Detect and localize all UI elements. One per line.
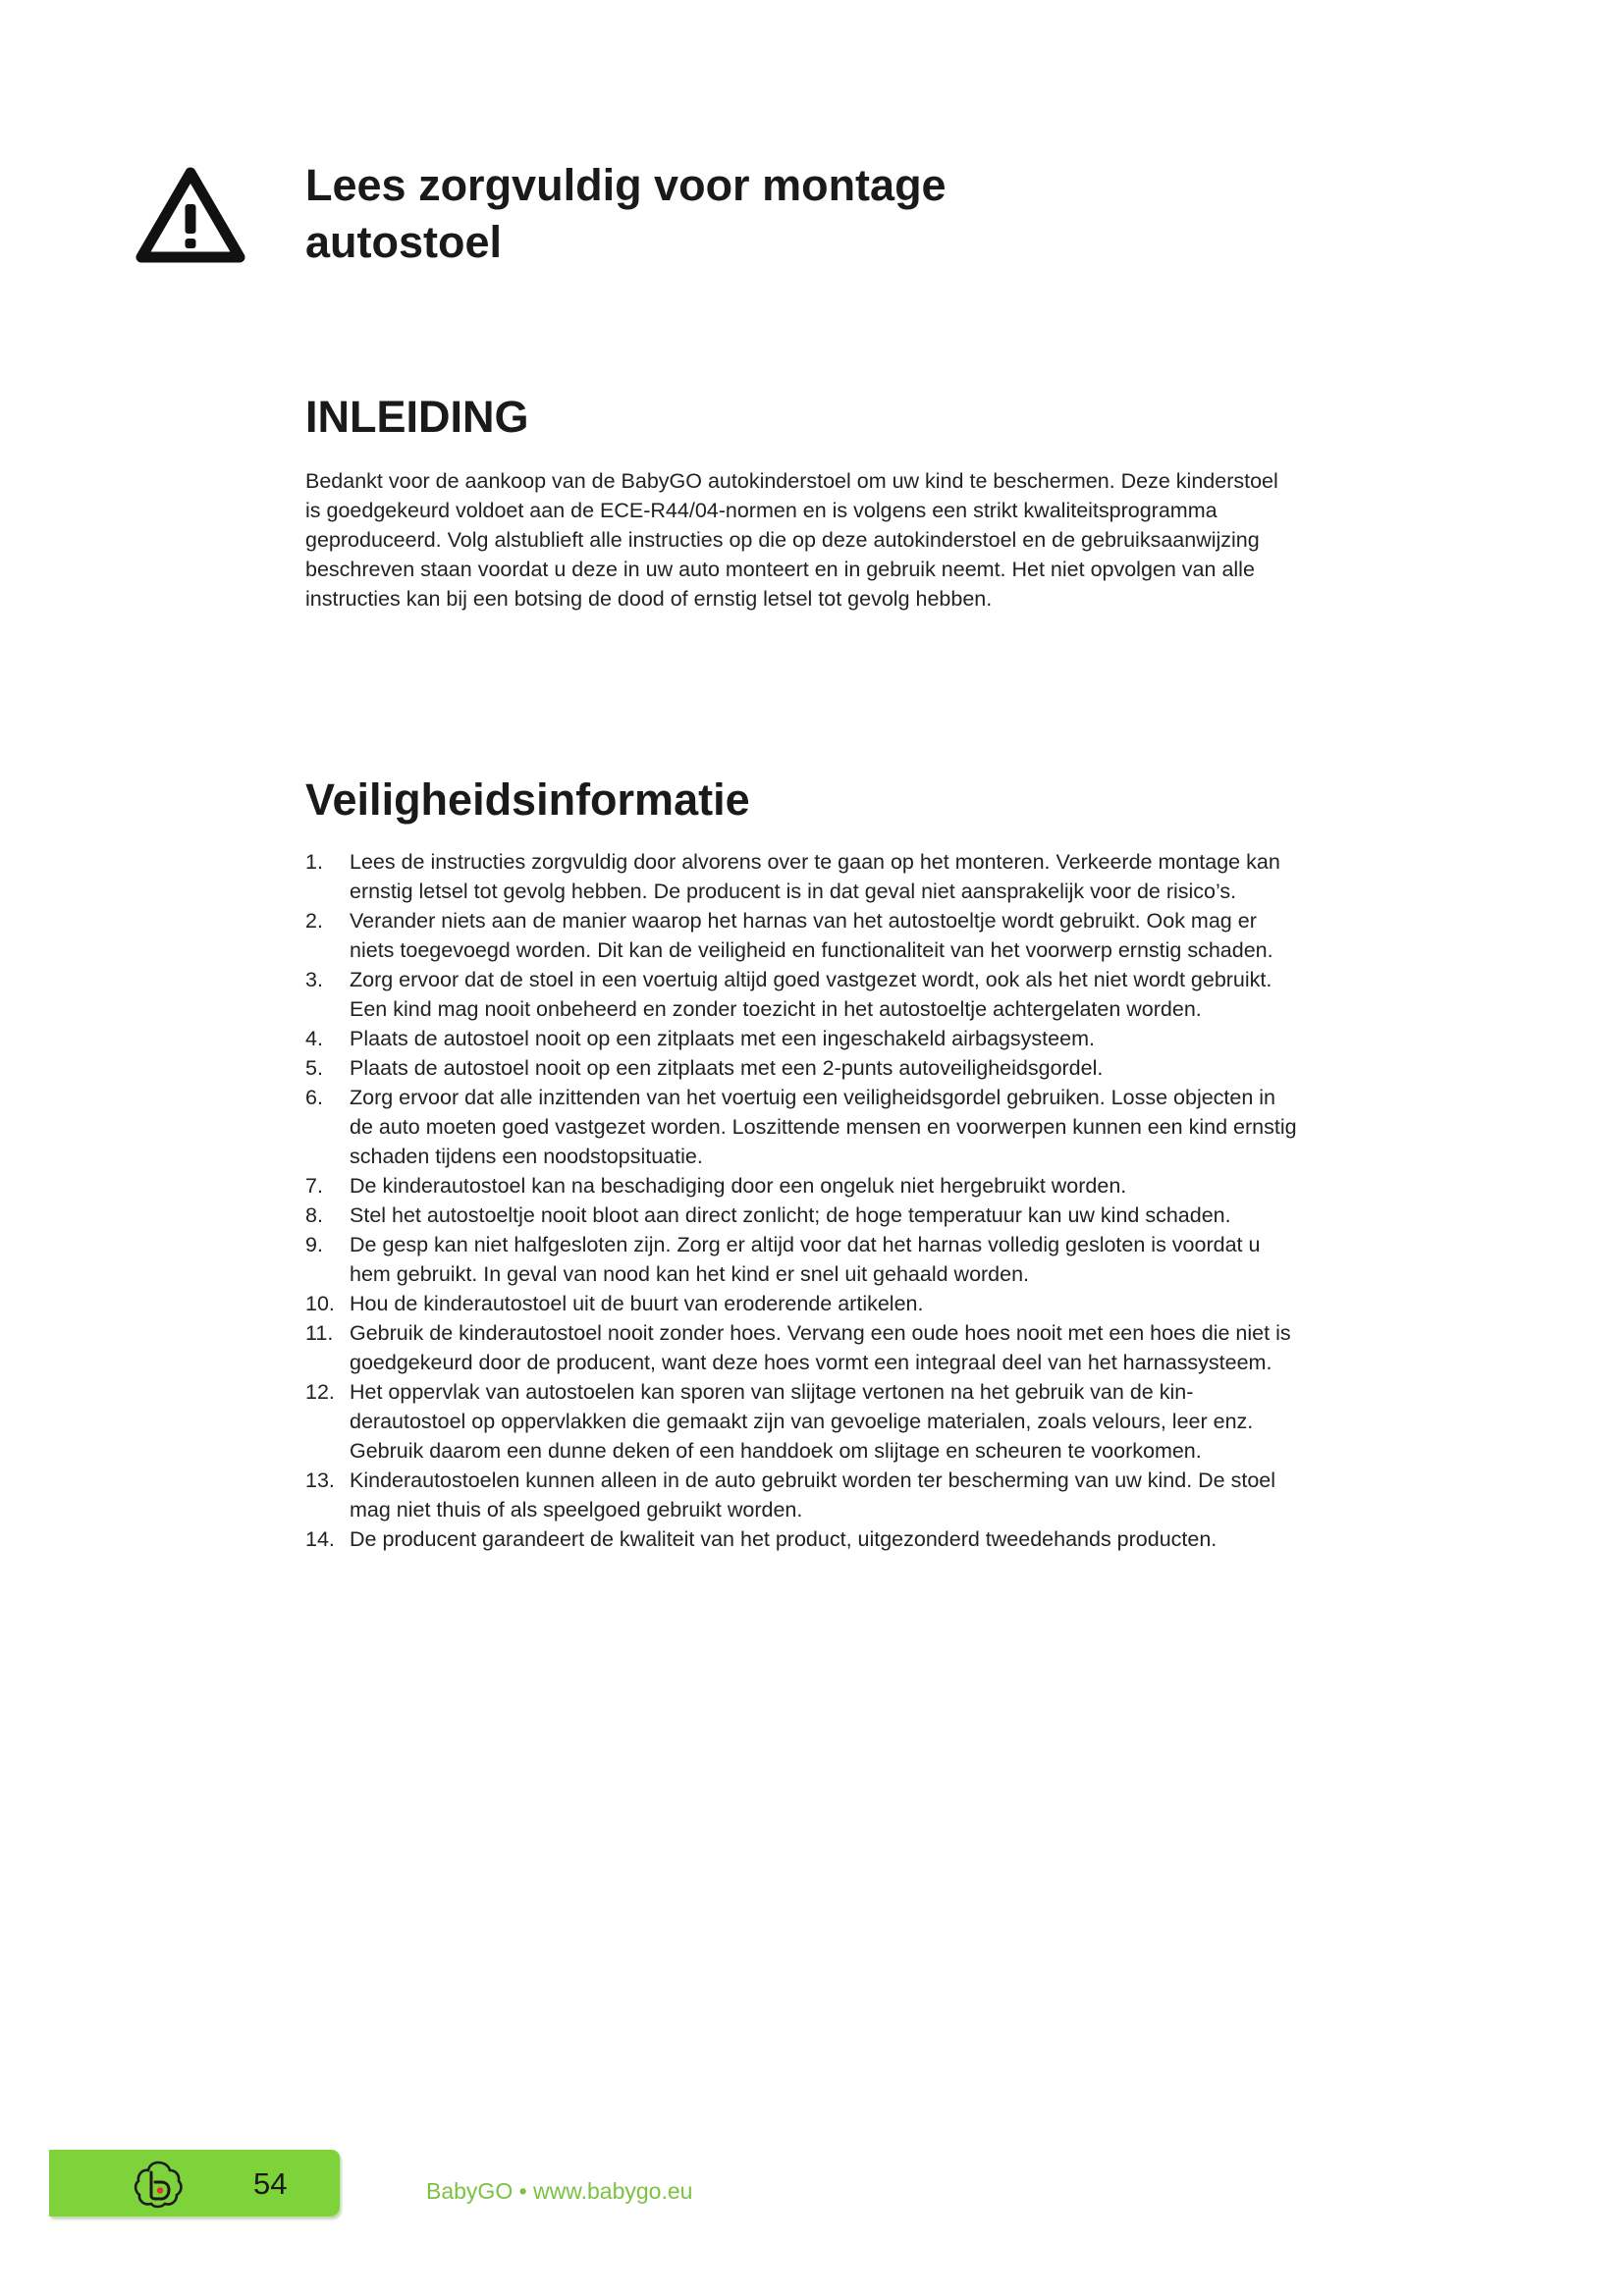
safety-item-number: 1. (305, 850, 323, 874)
safety-item-number: 13. (305, 1468, 335, 1492)
footer-brand-link: BabyGO • www.babygo.eu (426, 2178, 693, 2204)
page-number: 54 (253, 2166, 288, 2201)
safety-item-text: De gesp kan niet halfgesloten zijn. Zorg er altijd voor dat het harnas volledig gesloten is voordat u hem gebruikt. In geval van nood kan het kind er snel uit gehaald worden. (350, 1233, 1261, 1286)
safety-item (305, 1024, 1297, 1053)
safety-list (305, 847, 1297, 1554)
page-title-line-2: autostoel (305, 217, 503, 267)
safety-item-text: Het oppervlak van autostoelen kan sporen van slijtage vertonen na het gebruik van de kinderautostoel op oppervlakken die gemaakt zijn van gevoelige materialen, zoals velours, leer enz. Gebruik daarom een dunne deken of een handdoek om slijtage en scheuren te voorkomen. (350, 1380, 1254, 1463)
safety-section (305, 771, 1297, 1554)
safety-item-number: 6. (305, 1086, 323, 1109)
safety-item-text: De producent garandeert de kwaliteit van het product, uitgezonderd tweedehands producten. (350, 1527, 1218, 1551)
warning-triangle-icon (135, 167, 245, 265)
safety-item (305, 1289, 1297, 1318)
safety-item-text: Plaats de autostoel nooit op een zitplaats met een ingeschakeld airbagsysteem. (350, 1027, 1095, 1050)
safety-item-number: 9. (305, 1233, 323, 1256)
safety-item (305, 1171, 1297, 1201)
safety-item-number: 5. (305, 1056, 323, 1080)
safety-item-text: Verander niets aan de manier waarop het harnas van het autostoeltje wordt gebruikt. Ook mag er niets toegevoegd worden. Dit kan de veiligheid en functionaliteit van het voorwerp ernstig schaden. (350, 909, 1273, 962)
safety-item-text: Plaats de autostoel nooit op een zitplaats met een 2-punts autoveiligheidsgordel. (350, 1056, 1104, 1080)
intro-heading: INLEIDING (305, 392, 529, 442)
safety-item (305, 965, 1297, 1024)
safety-item (305, 1230, 1297, 1289)
safety-item-number: 12. (305, 1380, 335, 1404)
safety-item-number: 14. (305, 1527, 335, 1551)
safety-item-text: De kinderautostoel kan na beschadiging door een ongeluk niet hergebruikt worden. (350, 1174, 1127, 1198)
safety-item (305, 1053, 1297, 1083)
safety-item (305, 906, 1297, 965)
safety-item-text: Zorg ervoor dat alle inzittenden van het voertuig een veiligheidsgordel gebruiken. Losse objecten in de auto moeten goed vastgezet worden. Loszittende mensen en voorwerpen kunnen een kind ernstig schaden tijdens een noodstopsituatie. (350, 1086, 1297, 1168)
safety-item-number: 11. (305, 1321, 334, 1345)
safety-heading: Veiligheidsinformatie (305, 774, 750, 825)
safety-item-text: Hou de kinderautostoel uit de buurt van eroderende artikelen. (350, 1292, 924, 1315)
safety-item-text: Zorg ervoor dat de stoel in een voertuig altijd goed vastgezet wordt, ook als het niet wordt gebruikt. Een kind mag nooit onbeheerd en zonder toezicht in het autostoeltje achtergelaten worden. (350, 968, 1272, 1021)
safety-item-number: 4. (305, 1027, 323, 1050)
page-title (305, 157, 1189, 271)
safety-item-text: Stel het autostoeltje nooit bloot aan direct zonlicht; de hoge temperatuur kan uw kind schaden. (350, 1203, 1231, 1227)
safety-item (305, 847, 1297, 906)
safety-item-number: 3. (305, 968, 323, 991)
safety-item-number: 7. (305, 1174, 323, 1198)
safety-item-text: Kinderautostoelen kunnen alleen in de auto gebruikt worden ter bescherming van uw kind. De stoel mag niet thuis of als speelgoed gebruikt worden. (350, 1468, 1276, 1522)
safety-item (305, 1201, 1297, 1230)
intro-paragraph: Bedankt voor de aankoop van de BabyGO autokinderstoel om uw kind te beschermen. Deze kinderstoel is goedgekeurd voldoet aan de ECE-R44/04-normen en is volgens een strikt kwaliteitsprogramma geproduceerd. Volg alstublieft alle instructies op die op deze autokinderstoel en de gebruiksaanwijzing beschreven staan voordat u deze in uw auto monteert en in gebruik neemt. Het niet opvolgen van alle instructies kan bij een botsing de dood of ernstig letsel tot gevolg hebben. (305, 469, 1278, 611)
safety-item-number: 2. (305, 909, 323, 933)
safety-item (305, 1524, 1297, 1554)
safety-item (305, 1377, 1297, 1466)
safety-item-text: Gebruik de kinderautostoel nooit zonder hoes. Vervang een oude hoes nooit met een hoes die niet is goedgekeurd door de producent, want deze hoes vormt een integraal deel van het harnassysteem. (350, 1321, 1291, 1374)
safety-item (305, 1466, 1297, 1524)
safety-item-text: Lees de instructies zorgvuldig door alvorens over te gaan op het monteren. Verkeerde montage kan ernstig letsel tot gevolg hebben. De producent is in dat geval niet aansprakelijk voor de risico’s. (350, 850, 1280, 903)
page-title-line-1: Lees zorgvuldig voor montage (305, 160, 947, 210)
footer-page-tab (49, 2150, 340, 2216)
safety-item (305, 1083, 1297, 1171)
safety-item (305, 1318, 1297, 1377)
safety-item-number: 10. (305, 1292, 335, 1315)
babygo-logo-icon (133, 2159, 184, 2210)
intro-section (305, 388, 1297, 614)
safety-item-number: 8. (305, 1203, 323, 1227)
